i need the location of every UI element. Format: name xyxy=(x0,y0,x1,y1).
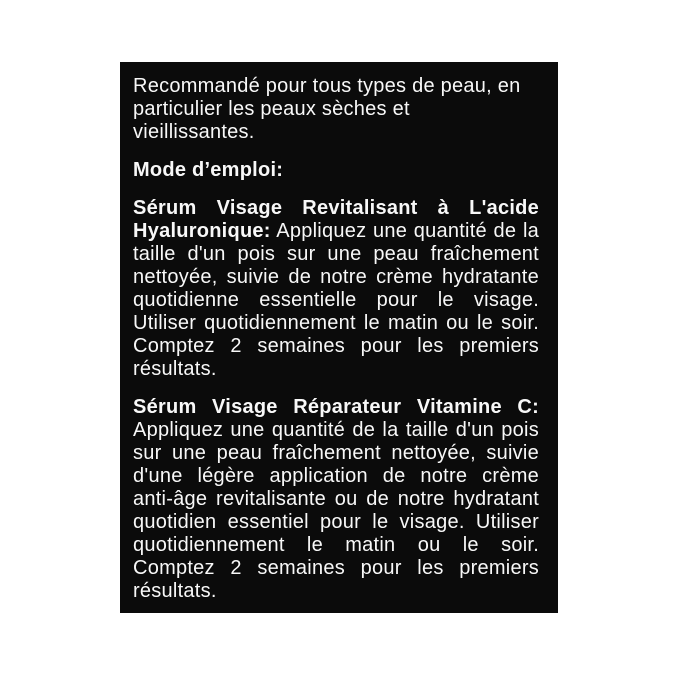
usage-heading: Mode d’emploi: xyxy=(133,159,284,181)
intro-line-2: particulier les peaux sèches et xyxy=(133,98,410,120)
serum-hyaluronic-instructions: Appliquez une quantité de la taille d'un pois sur une peau fraîchement nettoyée, suivie de notre crème hydratante quotidienne essentielle pour le visage. Utiliser quotidiennement le matin ou le soir. Comptez 2 semaines pour les premiers résultats. xyxy=(133,220,540,380)
serum-section-vitamin-c xyxy=(133,396,539,603)
serum-vitamin-c-title: Sérum Visage Réparateur Vitamine C: xyxy=(133,396,539,418)
serum-vitamin-c-instructions: Appliquez une quantité de la taille d'un pois sur une peau fraîchement nettoyée, suivie d'une légère application de notre crème anti-âge revitalisante ou de notre hydratant quotidien essentiel pour le visage. Utiliser quotidiennement le matin ou le soir. Comptez 2 semaines pour les premiers résultats. xyxy=(133,419,539,602)
serum-hyaluronic-title: Sérum Visage Revitalisant à L'acide Hyaluronique: xyxy=(133,197,539,242)
intro-line-1: Recommandé pour tous types de peau, en xyxy=(133,75,521,97)
product-label-panel xyxy=(120,62,558,613)
intro-line-3: vieillissantes. xyxy=(133,121,255,143)
skin-type-recommendation xyxy=(133,75,539,144)
serum-section-hyaluronic-acid xyxy=(133,197,539,381)
